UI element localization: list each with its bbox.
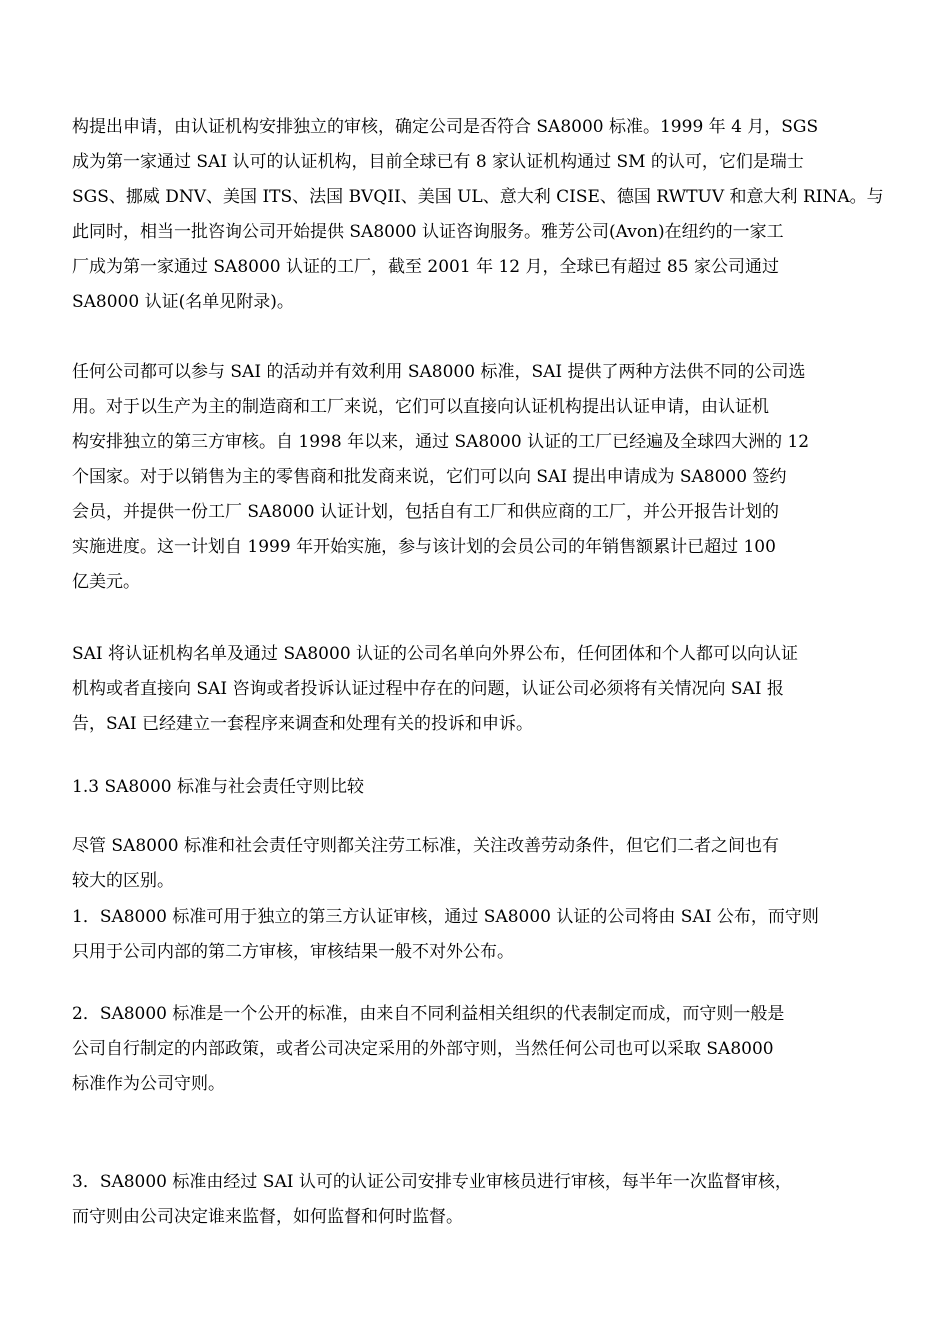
text-line: 较大的区别。 xyxy=(72,871,174,891)
text-line: 此同时，相当一批咨询公司开始提供 SA8000 认证咨询服务。雅芳公司(Avon)在纽约的一家工 xyxy=(72,222,784,242)
text-line: 成为第一家通过 SAI 认可的认证机构，目前全球已有 8 家认证机构通过 SM 的认可，它们是瑞士 xyxy=(72,152,804,172)
text-line: 而守则由公司决定谁来监督，如何监督和何时监督。 xyxy=(72,1207,463,1227)
paragraph-comparison-intro xyxy=(72,829,779,899)
text-line: 亿美元。 xyxy=(72,572,140,592)
text-line: SA8000 认证(名单见附录)。 xyxy=(72,292,294,312)
text-line: 2．SA8000 标准是一个公开的标准，由来自不同利益相关组织的代表制定而成，而守则一般是 xyxy=(72,1004,785,1024)
paragraph-participation-methods xyxy=(72,355,809,600)
paragraph-certification-bodies xyxy=(72,110,884,320)
comparison-point-1 xyxy=(72,900,819,970)
text-line: 标准作为公司守则。 xyxy=(72,1074,225,1094)
text-line: 告，SAI 已经建立一套程序来调查和处理有关的投诉和申诉。 xyxy=(72,714,534,734)
text-line: 公司自行制定的内部政策，或者公司决定采用的外部守则，当然任何公司也可以采取 SA8000 xyxy=(72,1039,774,1059)
paragraph-publication-complaints xyxy=(72,637,798,742)
text-line: 尽管 SA8000 标准和社会责任守则都关注劳工标准，关注改善劳动条件，但它们二者之间也有 xyxy=(72,836,779,856)
text-line: 用。对于以生产为主的制造商和工厂来说，它们可以直接向认证机构提出认证申请，由认证机 xyxy=(72,397,769,417)
text-line: 1．SA8000 标准可用于独立的第三方认证审核，通过 SA8000 认证的公司将由 SAI 公布，而守则 xyxy=(72,907,819,927)
text-line: SAI 将认证机构名单及通过 SA8000 认证的公司名单向外界公布，任何团体和个人都可以向认证 xyxy=(72,644,799,664)
text-line: 任何公司都可以参与 SAI 的活动并有效利用 SA8000 标准，SAI 提供了两种方法供不同的公司选 xyxy=(72,362,806,382)
text-line: 会员，并提供一份工厂 SA8000 认证计划，包括自有工厂和供应商的工厂，并公开报告计划的 xyxy=(72,502,779,522)
comparison-point-3 xyxy=(72,1165,792,1235)
text-line: 实施进度。这一计划自 1999 年开始实施，参与该计划的会员公司的年销售额累计已超过 100 xyxy=(72,537,776,557)
text-line: 机构或者直接向 SAI 咨询或者投诉认证过程中存在的问题，认证公司必须将有关情况向 SAI 报 xyxy=(72,679,784,699)
text-line: 构安排独立的第三方审核。自 1998 年以来，通过 SA8000 认证的工厂已经遍及全球四大洲的 12 xyxy=(72,432,810,452)
text-line: 构提出申请，由认证机构安排独立的审核，确定公司是否符合 SA8000 标准。1999 年 4 月，SGS xyxy=(72,117,819,137)
section-heading: 1.3 SA8000 标准与社会责任守则比较 xyxy=(72,777,365,797)
text-line: SGS、挪威 DNV、美国 ITS、法国 BVQII、美国 UL、意大利 CISE、德国 RWTUV 和意大利 RINA。与 xyxy=(72,187,884,207)
text-line: 厂成为第一家通过 SA8000 认证的工厂，截至 2001 年 12 月，全球已有超过 85 家公司通过 xyxy=(72,257,779,277)
text-line: 个国家。对于以销售为主的零售商和批发商来说，它们可以向 SAI 提出申请成为 SA8000 签约 xyxy=(72,467,787,487)
comparison-point-2 xyxy=(72,997,784,1102)
text-line: 3．SA8000 标准由经过 SAI 认可的认证公司安排专业审核员进行审核，每半年一次监督审核， xyxy=(72,1172,792,1192)
text-line: 只用于公司内部的第二方审核，审核结果一般不对外公布。 xyxy=(72,942,514,962)
